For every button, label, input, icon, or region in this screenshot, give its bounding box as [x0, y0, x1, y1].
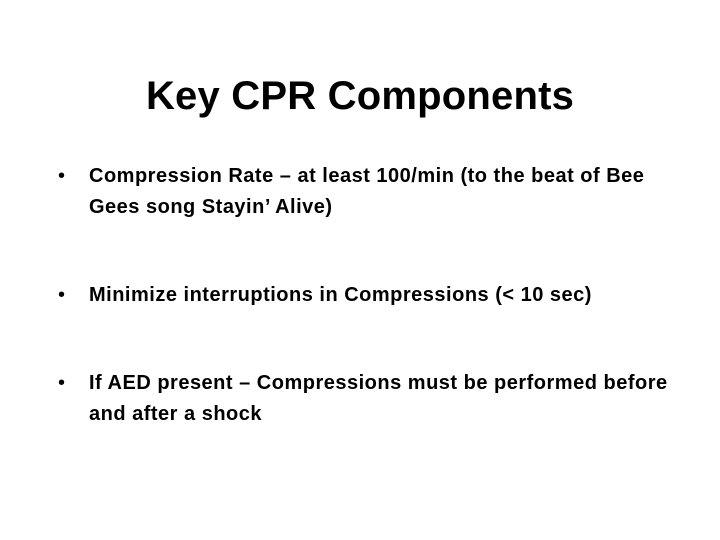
- bullet-item-minimize-interruptions: [58, 280, 668, 311]
- bullet-list: [58, 161, 668, 430]
- bullet-dot-icon: •: [58, 165, 66, 187]
- slide-title: Key CPR Components: [145, 74, 575, 118]
- bullet-text: Compression Rate – at least 100/min (to the beat of Bee Gees song Stayin’ Alive): [89, 165, 645, 218]
- bullet-item-compression-rate: [58, 161, 668, 223]
- bullet-dot-icon: •: [58, 372, 66, 394]
- bullet-text: Minimize interruptions in Compressions (< 10 sec): [89, 284, 592, 306]
- bullet-text: If AED present – Compressions must be performed before and after a shock: [89, 372, 668, 425]
- bullet-item-aed-present: [58, 368, 668, 430]
- bullet-dot-icon: •: [58, 284, 66, 306]
